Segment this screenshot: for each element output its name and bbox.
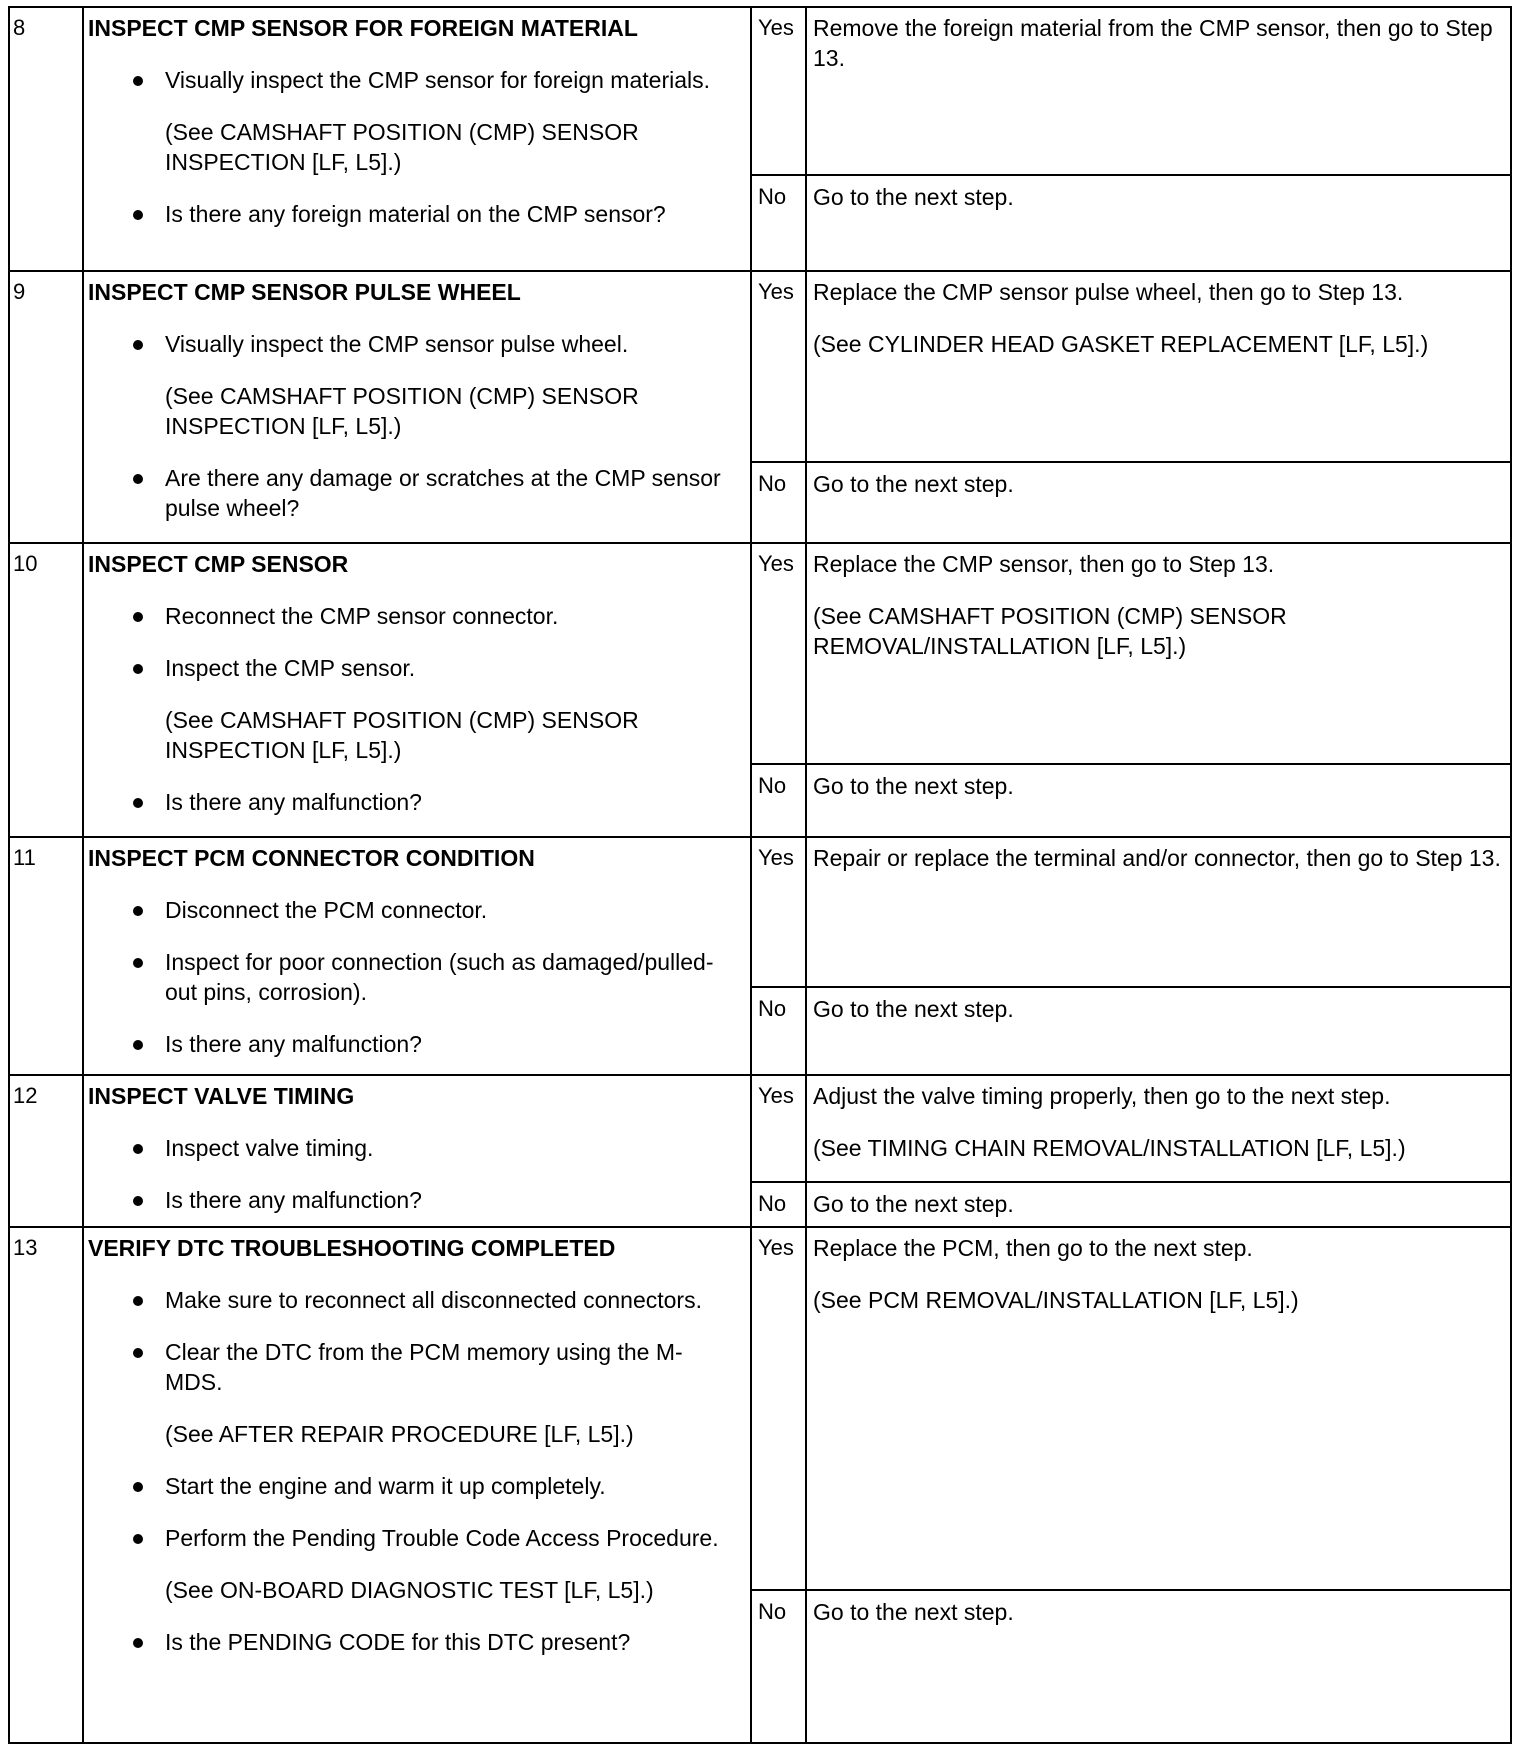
step-number: 11: [13, 845, 36, 870]
yes-label: Yes: [758, 551, 794, 576]
instruction-list: [88, 1285, 738, 1657]
step-title: INSPECT VALVE TIMING: [88, 1083, 355, 1109]
yes-label: Yes: [758, 1235, 794, 1260]
yes-label: Yes: [758, 1083, 794, 1108]
yes-reference: (See TIMING CHAIN REMOVAL/INSTALLATION [LF, L5].): [813, 1135, 1406, 1161]
instruction-list: [88, 329, 738, 523]
instruction-item: Start the engine and warm it up completely.: [88, 1471, 738, 1501]
instruction-item: Inspect the CMP sensor.: [88, 653, 738, 683]
yes-result: [813, 843, 1503, 895]
step-instructions: [88, 843, 738, 1081]
instruction-item: Make sure to reconnect all disconnected connectors.: [88, 1285, 738, 1315]
no-result: [813, 994, 1503, 1046]
yes-label: Yes: [758, 15, 794, 40]
step-number: 12: [13, 1083, 38, 1108]
no-label: No: [758, 1191, 787, 1216]
step-title: INSPECT CMP SENSOR: [88, 551, 349, 577]
no-action: Go to the next step.: [813, 184, 1014, 210]
instruction-item: Visually inspect the CMP sensor for foreign materials.: [88, 65, 738, 95]
no-action: Go to the next step.: [813, 1599, 1014, 1625]
no-label: No: [758, 996, 787, 1021]
instruction-list: [88, 1133, 738, 1215]
step-number: 9: [13, 279, 26, 304]
yes-no-divider: [750, 1589, 1512, 1591]
yes-result: [813, 1081, 1503, 1185]
step-title: VERIFY DTC TROUBLESHOOTING COMPLETED: [88, 1235, 616, 1261]
no-action: Go to the next step.: [813, 471, 1014, 497]
instruction-list: [88, 895, 738, 1059]
step-number: 13: [13, 1235, 38, 1260]
column-divider: [750, 6, 752, 1744]
step-instructions: [88, 1081, 738, 1237]
yes-result: [813, 277, 1503, 381]
instruction-item: Clear the DTC from the PCM memory using the M-MDS.: [88, 1337, 738, 1397]
yes-result: [813, 1233, 1503, 1337]
no-label: No: [758, 1599, 787, 1624]
no-result: [813, 1597, 1503, 1649]
reference-note: (See CAMSHAFT POSITION (CMP) SENSOR INSPECTION [LF, L5].): [165, 383, 639, 439]
instruction-item: Inspect for poor connection (such as damaged/pulled-out pins, corrosion).: [88, 947, 738, 1007]
yes-reference: (See CAMSHAFT POSITION (CMP) SENSOR REMOVAL/INSTALLATION [LF, L5].): [813, 603, 1287, 659]
column-divider: [805, 6, 807, 1744]
step-title: INSPECT PCM CONNECTOR CONDITION: [88, 845, 535, 871]
yes-label: Yes: [758, 845, 794, 870]
yes-action: Replace the PCM, then go to the next step.: [813, 1235, 1253, 1261]
no-label: No: [758, 773, 787, 798]
step-title: INSPECT CMP SENSOR PULSE WHEEL: [88, 279, 521, 305]
yes-action: Remove the foreign material from the CMP sensor, then go to Step 13.: [813, 15, 1493, 71]
instruction-item: Inspect valve timing.: [88, 1133, 738, 1163]
step-number: 8: [13, 15, 26, 40]
instruction-item: Is there any malfunction?: [88, 1029, 738, 1059]
instruction-item: Is the PENDING CODE for this DTC present?: [88, 1627, 738, 1657]
step-instructions: [88, 1233, 738, 1679]
yes-result: [813, 549, 1503, 683]
step-instructions: [88, 277, 738, 545]
yes-no-divider: [750, 763, 1512, 765]
yes-no-divider: [750, 461, 1512, 463]
yes-reference: (See CYLINDER HEAD GASKET REPLACEMENT [LF, L5].): [813, 331, 1429, 357]
row-divider: [8, 270, 1512, 272]
instruction-item: Disconnect the PCM connector.: [88, 895, 738, 925]
no-result: [813, 771, 1503, 823]
reference-note: (See AFTER REPAIR PROCEDURE [LF, L5].): [165, 1421, 634, 1447]
column-divider: [82, 6, 84, 1744]
no-result: [813, 182, 1503, 234]
no-label: No: [758, 471, 787, 496]
yes-label: Yes: [758, 279, 794, 304]
reference-note: (See ON-BOARD DIAGNOSTIC TEST [LF, L5].): [165, 1577, 654, 1603]
no-action: Go to the next step.: [813, 996, 1014, 1022]
no-action: Go to the next step.: [813, 773, 1014, 799]
yes-action: Repair or replace the terminal and/or connector, then go to Step 13.: [813, 845, 1501, 871]
yes-action: Replace the CMP sensor pulse wheel, then go to Step 13.: [813, 279, 1404, 305]
instruction-item: Perform the Pending Trouble Code Access Procedure.: [88, 1523, 738, 1553]
reference-note: (See CAMSHAFT POSITION (CMP) SENSOR INSPECTION [LF, L5].): [165, 119, 639, 175]
no-action: Go to the next step.: [813, 1191, 1014, 1217]
yes-reference: (See PCM REMOVAL/INSTALLATION [LF, L5].): [813, 1287, 1299, 1313]
step-title: INSPECT CMP SENSOR FOR FOREIGN MATERIAL: [88, 15, 638, 41]
no-result: [813, 469, 1503, 521]
no-label: No: [758, 184, 787, 209]
instruction-item: Is there any foreign material on the CMP sensor?: [88, 199, 738, 229]
instruction-item: Is there any malfunction?: [88, 1185, 738, 1215]
instruction-item: Visually inspect the CMP sensor pulse wheel.: [88, 329, 738, 359]
yes-result: [813, 13, 1503, 95]
instruction-item: Are there any damage or scratches at the CMP sensor pulse wheel?: [88, 463, 738, 523]
step-instructions: [88, 549, 738, 839]
reference-note: (See CAMSHAFT POSITION (CMP) SENSOR INSPECTION [LF, L5].): [165, 707, 639, 763]
yes-no-divider: [750, 986, 1512, 988]
instruction-item: Reconnect the CMP sensor connector.: [88, 601, 738, 631]
step-number: 10: [13, 551, 38, 576]
yes-action: Replace the CMP sensor, then go to Step 13.: [813, 551, 1275, 577]
instruction-list: [88, 65, 738, 229]
instruction-item: Is there any malfunction?: [88, 787, 738, 817]
yes-action: Adjust the valve timing properly, then go to the next step.: [813, 1083, 1391, 1109]
yes-no-divider: [750, 174, 1512, 176]
instruction-list: [88, 601, 738, 817]
step-instructions: [88, 13, 738, 251]
